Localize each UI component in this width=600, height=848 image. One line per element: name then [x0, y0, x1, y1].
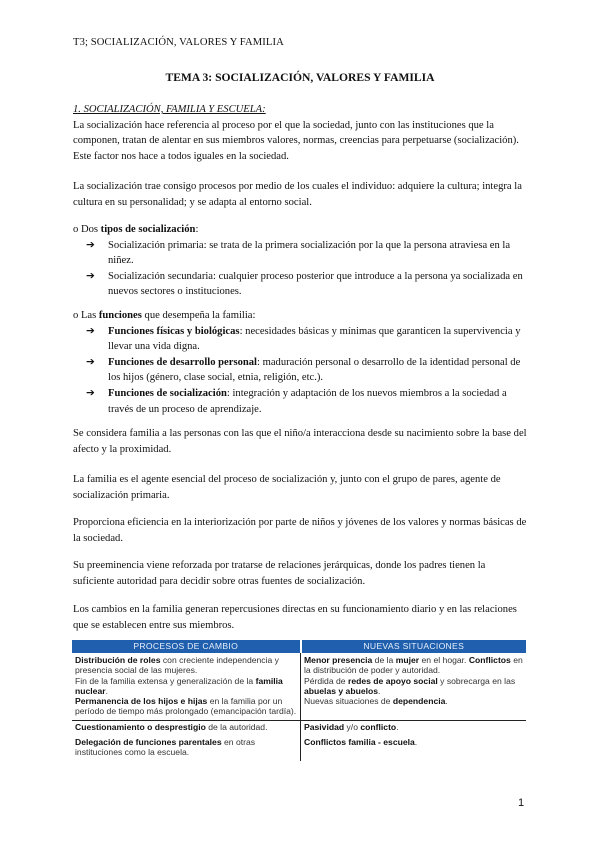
- table-cell: Pasividad y/o conflicto. Conflictos familia - escuela.: [304, 721, 418, 748]
- types-label: o Dos tipos de socialización:: [73, 224, 199, 235]
- list-item: ➔ Funciones de desarrollo personal: maduración personal o desarrollo de la identidad personal de los hijos (género, clase social, etnia, religión, etc.).: [86, 355, 521, 384]
- list-item: ➔ Socialización primaria: se trata de la primera socialización por la que la persona atraviesa en la niñez.: [86, 238, 511, 267]
- page-title: TEMA 3: SOCIALIZACIÓN, VALORES Y FAMILIA: [165, 71, 435, 84]
- table-cell: Cuestionamiento o desprestigio de la autoridad. Delegación de funciones parentales en otras instituciones como la escuela.: [72, 720, 301, 760]
- list-item: ➔ Funciones de socialización: integración y adaptación de los nuevos miembros a la sociedad a través de un proceso de aprendizaje.: [86, 386, 507, 415]
- table-header-row: [72, 640, 526, 653]
- paragraph-socialization-definition: La socialización hace referencia al proceso por el que la sociedad, junto con las instituciones que la componen, tratan de alentar en sus miembros valores, normas, creencias para perpetuarse (socialización). Este factor nos hace a todos iguales en la sociedad.: [73, 119, 519, 162]
- paragraph-socialization-processes: La socialización trae consigo procesos por medio de los cuales el individuo: adquiere la cultura; integra la cultura en su personalidad; y se adapta al entorno social.: [73, 181, 522, 208]
- page-number: 1: [518, 797, 525, 809]
- paragraph-family-changes: Los cambios en la familia generan repercusiones directas en su funcionamiento diario y en las relaciones que se establecen entre sus miembros.: [73, 604, 517, 631]
- functions-list: [73, 324, 529, 418]
- table-header-situations: NUEVAS SITUACIONES: [301, 640, 527, 653]
- paragraph-family-agent-block: [73, 472, 529, 503]
- table-cell: Menor presencia de la mujer en el hogar. Conflictos en la distribución de poder y autoridad. Pérdida de redes de apoyo social y sobrecarga en las abuelas y abuelos. Nuevas situaciones de dependencia.: [301, 653, 527, 720]
- paragraph-efficiency: Proporciona eficiencia en la interiorización por parte de niños y jóvenes de los valores y normas básicas de la sociedad.: [73, 517, 527, 544]
- table-row: [72, 653, 526, 720]
- types-list: [73, 238, 529, 300]
- arrow-right-icon: ➔: [86, 386, 95, 399]
- paragraph-socialization-processes-block: [73, 179, 529, 210]
- paragraph-efficiency-block: [73, 515, 529, 546]
- table-cell: Distribución de roles con creciente independencia y presencia social de las mujeres. Fin de la familia extensa y generalización de la familia nuclear. Permanencia de los hijos e hijas en la familia por un período de tiempo más prolongado (emancipación tardía).: [72, 653, 301, 720]
- running-header: T3; SOCIALIZACIÓN, VALORES Y FAMILIA: [73, 37, 284, 48]
- section-1: [73, 102, 529, 164]
- arrow-right-icon: ➔: [86, 324, 95, 337]
- table-header-processes: PROCESOS DE CAMBIO: [72, 640, 301, 653]
- paragraph-family-agent: La familia es el agente esencial del proceso de socialización y, junto con el grupo de pares, agente de socialización primaria.: [73, 474, 501, 501]
- section-heading: 1. SOCIALIZACIÓN, FAMILIA Y ESCUELA:: [73, 104, 266, 115]
- functions-block: [73, 308, 529, 417]
- paragraph-family-definition-block: [73, 426, 529, 457]
- list-item: ➔ Funciones físicas y biológicas: necesidades básicas y mínimas que garanticen la supervivencia y llevar una vida digna.: [86, 324, 521, 353]
- list-item: ➔ Socialización secundaria: cualquier proceso posterior que introduce a la persona ya socializada en nuevos sectores o instituciones.: [86, 269, 523, 298]
- paragraph-preeminence: Su preeminencia viene reforzada por tratarse de relaciones jerárquicas, donde los padres tienen la suficiente autoridad para decidir sobre otras fuentes de socialización.: [73, 560, 486, 587]
- changes-table: [72, 640, 526, 761]
- table-row: [72, 720, 526, 760]
- paragraph-family-definition: Se considera familia a las personas con las que el niño/a interacciona desde su nacimiento sobre la base del afecto y la proximidad.: [73, 428, 527, 455]
- paragraph-preeminence-block: [73, 558, 529, 589]
- functions-label: o Las funciones que desempeña la familia:: [73, 310, 256, 321]
- arrow-right-icon: ➔: [86, 269, 95, 282]
- arrow-right-icon: ➔: [86, 355, 95, 368]
- paragraph-family-changes-block: [73, 602, 529, 633]
- types-block: [73, 222, 529, 300]
- arrow-right-icon: ➔: [86, 238, 95, 251]
